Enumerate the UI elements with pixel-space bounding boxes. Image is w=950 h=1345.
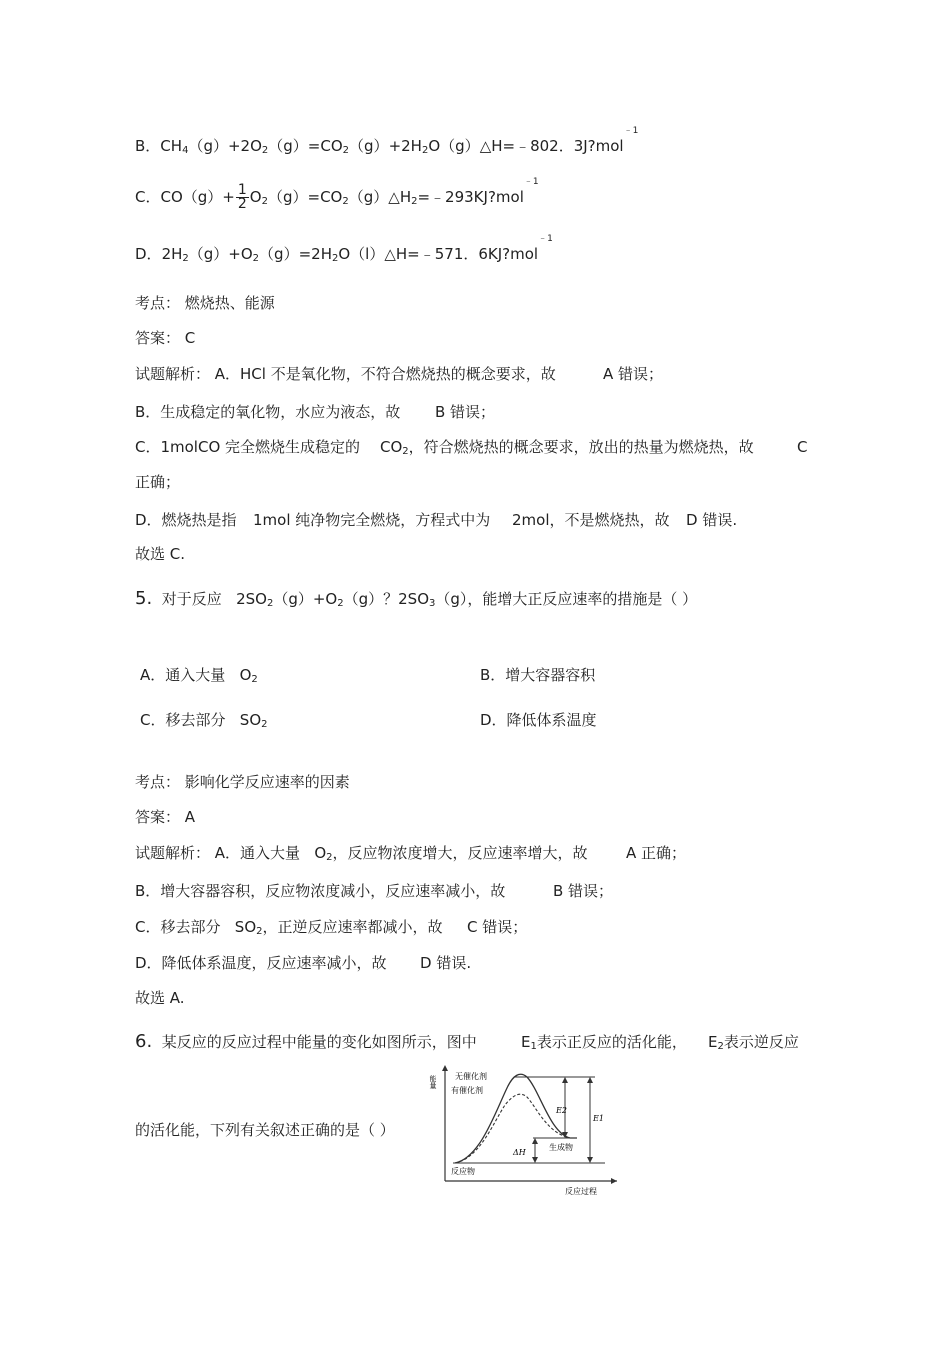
q4-analysis-d-mid: 1mol 纯净物完全燃烧，方程式中为 bbox=[253, 511, 491, 529]
q5-analysis-c-tail: C 错误； bbox=[467, 918, 528, 936]
q5-choose: 故选 A. bbox=[135, 989, 185, 1007]
q4-kaodian: 考点： 燃烧热、能源 bbox=[135, 294, 275, 312]
q4-analysis-c-mid: $CO_2$，符合燃烧热的概念要求，放出的热量为燃烧热，故 bbox=[380, 438, 754, 457]
q4-analysis-d-mid2: 2mol，不是燃烧热，故 bbox=[512, 511, 670, 529]
q4-analysis-d: D．燃烧热是指 bbox=[135, 511, 237, 529]
q5-analysis-a: 试题解析： A．通入大量 $O_2$，反应物浓度增大，反应速率增大，故 bbox=[135, 844, 588, 863]
q4-analysis-c: C．1molCO 完全燃烧生成稳定的 bbox=[135, 438, 361, 456]
q5-kaodian: 考点： 影响化学反应速率的因素 bbox=[135, 773, 350, 791]
q4-option-c: C．CO（g）+ $\frac{1}{2}$ $O_2(g)=CO_2(g)\triangle H_2=﹣293KJ?mol^{﹣1}$ bbox=[135, 177, 539, 212]
q4-option-b: B．$CH_4(g)+2O_2(g)=CO_2(g)+2H_2O(g)\triangle H=﹣802$．3J?mol$^{﹣1}$ bbox=[135, 126, 639, 156]
energy-diagram bbox=[425, 1063, 625, 1203]
q5-analysis-b: B．增大容器容积，反应物浓度减小，反应速率减小，故 bbox=[135, 882, 506, 900]
q4-answer: 答案： C bbox=[135, 329, 196, 347]
q5-analysis-d: D．降低体系温度，反应速率减小，故 bbox=[135, 954, 387, 972]
q5-stem: 5. 对于反应 $2SO_2(g)+O_2(g)$？$2SO_3(g)$，能增大正反应速率的措施是（ ） bbox=[135, 588, 698, 609]
q5-analysis-b-tail: B 错误； bbox=[553, 882, 614, 900]
q5-analysis-a-tail: A 正确； bbox=[626, 844, 687, 862]
label-no-catalyst: 无催化剂 bbox=[455, 1072, 487, 1081]
q5-option-c: C．移去部分 $SO_2$ bbox=[140, 711, 268, 730]
q4-analysis-b: B．生成稳定的氧化物，水应为液态，故 bbox=[135, 403, 401, 421]
label-e1: E1 bbox=[593, 1114, 604, 1123]
q4-analysis-c-cont: 正确； bbox=[135, 473, 181, 491]
label-dh: ΔH bbox=[513, 1148, 526, 1157]
q4-choose: 故选 C. bbox=[135, 545, 186, 563]
q4-analysis-a-tail: A 错误； bbox=[603, 365, 664, 383]
x-axis-arrow bbox=[611, 1178, 617, 1184]
q5-answer: 答案： A bbox=[135, 808, 196, 826]
q5-analysis-c: C．移去部分 $SO_2$，正逆反应速率都减小，故 bbox=[135, 918, 443, 937]
q5-analysis-d-tail: D 错误. bbox=[420, 954, 472, 972]
label-e2: E2 bbox=[556, 1106, 567, 1115]
q6-stem-cont: 的活化能，下列有关叙述正确的是（ ） bbox=[135, 1121, 395, 1139]
q6-stem-e1: $E_1$表示正反应的活化能， bbox=[521, 1033, 687, 1052]
y-axis-arrow bbox=[442, 1065, 448, 1071]
q4-analysis-b-tail: B 错误； bbox=[435, 403, 496, 421]
q5-option-b: B．增大容器容积 bbox=[480, 666, 596, 684]
q5-option-d: D．降低体系温度 bbox=[480, 711, 597, 729]
q4-option-d: D．$2H_2(g)+O_2(g)=2H_2O(l)\triangle H=﹣571$．6KJ?mol$^{﹣1}$ bbox=[135, 234, 553, 264]
label-catalyst: 有催化剂 bbox=[451, 1086, 483, 1095]
x-axis-label: 反应过程 bbox=[565, 1187, 597, 1196]
q6-stem-e2: $E_2$表示逆反应 bbox=[708, 1033, 799, 1052]
label-product: 生成物 bbox=[549, 1143, 573, 1152]
q4-analysis-a: 试题解析： A．HCl 不是氧化物，不符合燃烧热的概念要求，故 bbox=[135, 365, 556, 383]
q4-analysis-d-tail: D 错误. bbox=[686, 511, 738, 529]
y-axis-label: 能量 bbox=[429, 1075, 437, 1089]
q4-analysis-c-tail: C bbox=[797, 438, 808, 456]
label-reactant: 反应物 bbox=[451, 1167, 475, 1176]
q6-stem: 6. 某反应的反应过程中能量的变化如图所示，图中 bbox=[135, 1031, 477, 1052]
one-half-fraction: $\frac{1}{2}$ bbox=[237, 182, 247, 212]
q5-option-a: A．通入大量 $O_2$ bbox=[140, 666, 258, 685]
